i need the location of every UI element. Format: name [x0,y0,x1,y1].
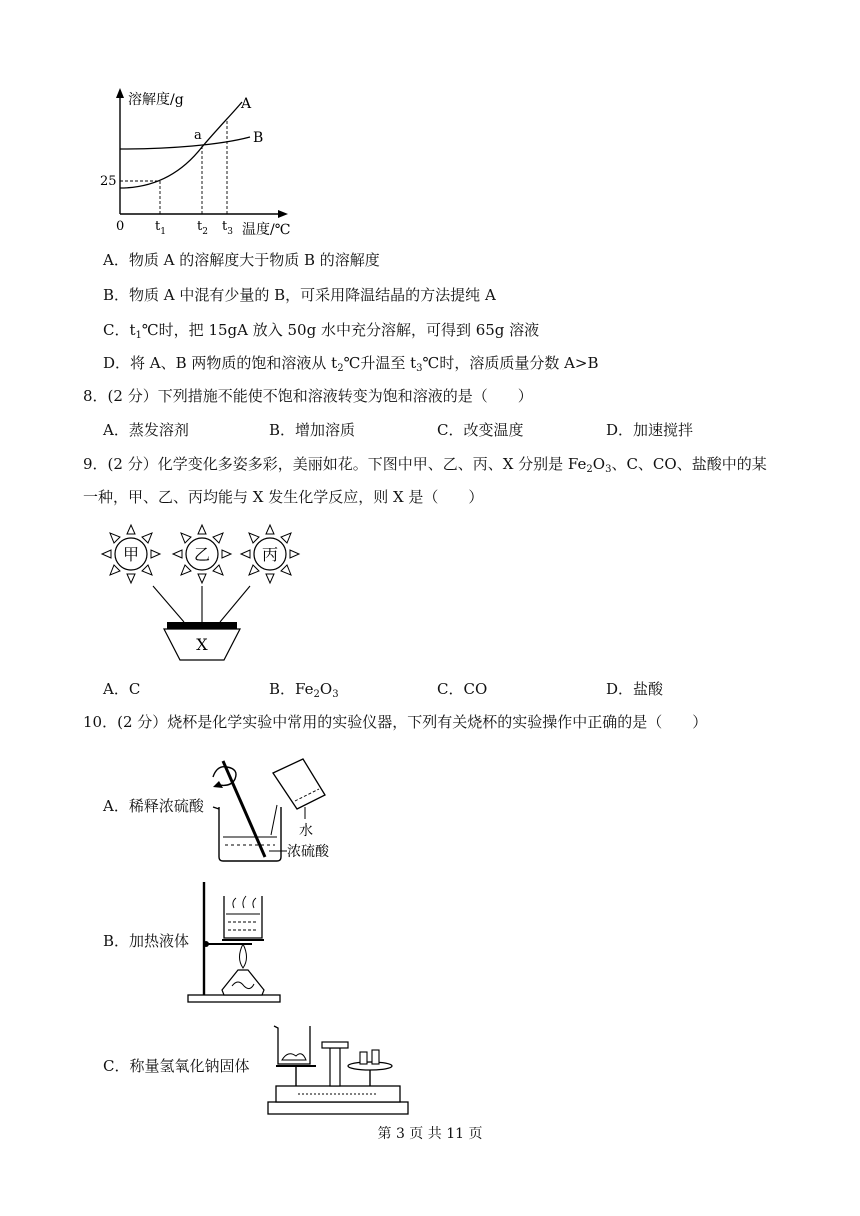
weight-1 [360,1052,367,1064]
curve-b [120,137,250,149]
right-pan [348,1062,392,1070]
stirring-arrow [213,767,236,786]
q7-option-d: D．将 A、B 两物质的饱和溶液从 $t_2℃$升温至 $t_3℃$时，溶质质量分数 A>B [103,354,599,374]
stem-left [153,586,184,622]
graph-t1: $t_1$ [155,219,166,237]
q10-option-b: B．加热液体 [103,932,190,950]
pot-label: X [196,635,208,654]
q9-option-b: B．$Fe_2O_3$ [269,680,339,700]
q10-stem: 10．(2 分）烧杯是化学实验中常用的实验仪器，下列有关烧杯的实验操作中正确的是（ ） [83,713,708,731]
flower-bing-label: 丙 [261,545,279,564]
graph-ylabel: 溶解度/g [128,92,184,108]
page-footer: 第 3 页 共 11 页 [377,1126,483,1142]
water-label: 水 [299,823,313,839]
q9-option-a: A．C [103,680,141,698]
graph-xlabel: 温度/℃ [242,222,291,238]
y-axis-arrow [116,88,124,98]
q8-option-a: A．蒸发溶剂 [103,421,189,439]
graph-curve-a-label: A [241,96,252,112]
q7-option-b: B．物质 A 中混有少量的 B，可采用降温结晶的方法提纯 A [103,286,496,304]
flower-yi-label: 乙 [193,545,211,564]
balance-top [322,1042,348,1048]
q10-option-c: C．称量氢氧化钠固体 [103,1057,250,1075]
glass-rod [223,761,265,857]
pour-stream [271,805,277,835]
graph-t3: $t_3$ [222,219,233,237]
graph-ytick: 25 [100,174,117,189]
acid-label: 浓硫酸 [287,844,329,860]
balance-illustration [264,1020,412,1118]
x-axis-arrow [278,210,288,218]
flower-pot-diagram [98,522,318,667]
graph-point-a-label: a [194,128,202,143]
q9-option-c: C．CO [437,680,488,698]
beaker-lip [213,807,219,809]
solubility-graph [100,84,300,244]
balance-base-bottom [268,1102,408,1114]
lamp-flame [240,944,247,968]
heating-illustration [186,878,286,1006]
q8-option-d: D．加速搅拌 [606,421,694,439]
dilution-illustration [205,755,340,865]
q8-option-b: B．增加溶质 [269,421,356,439]
q8-stem: 8．(2 分）下列措施不能使不饱和溶液转变为饱和溶液的是（ ） [83,387,533,405]
flower-jia-label: 甲 [122,545,140,564]
pouring-beaker [273,759,325,809]
q7-option-c: C．$t_1℃$时，把 15gA 放入 50g 水中充分溶解，可得到 65g 溶液 [103,321,540,341]
graph-curve-b-label: B [253,130,264,146]
weight-2 [372,1050,379,1064]
q7-option-a: A．物质 A 的溶解度大于物质 B 的溶解度 [103,251,380,269]
graph-t2: $t_2$ [197,219,208,237]
graph-origin: 0 [116,219,125,234]
stand-base [188,995,280,1002]
q10-option-a: A．稀释浓硫酸 [103,797,204,815]
clamp-boss [203,941,209,947]
q9-stem-line2: 一种，甲、乙、丙均能与 X 发生化学反应，则 X 是（ ） [83,488,484,506]
curve-a [120,102,242,188]
q8-option-c: C．改变温度 [437,421,524,439]
pot-rim [167,622,237,629]
q9-option-d: D．盐酸 [606,680,664,698]
stem-right [220,586,250,622]
balance-pillar [330,1048,340,1086]
alcohol-lamp [222,970,264,995]
q9-stem-line1: 9．(2 分）化学变化多姿多彩，美丽如花。下图中甲、乙、丙、X 分别是 $Fe_2O_3$、C、CO、盐酸中的某 [83,455,767,475]
stirring-arrowhead [213,781,223,788]
